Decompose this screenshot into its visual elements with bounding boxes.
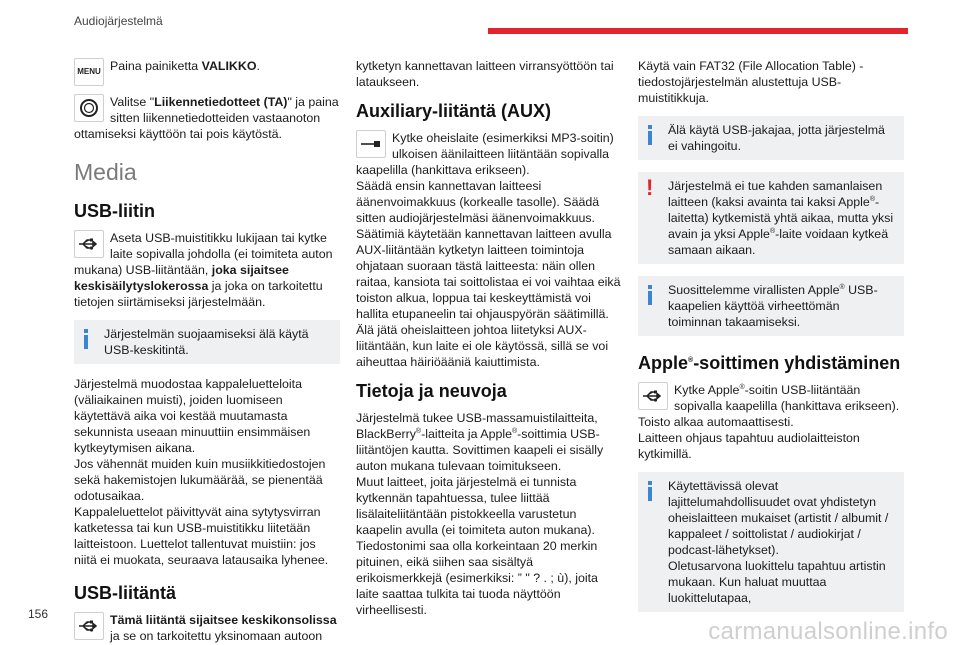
apple-cable-note: Suosittelemme virallisten Apple® USB-kaapelien käyttöä virheettömän toiminnan takaamiseksi.: [638, 276, 904, 336]
usb-icon: [74, 230, 104, 258]
usb-socket-heading: USB-liitäntä: [74, 583, 177, 603]
body-paragraph: Laitteen ohjaus tapahtuu audiolaitteiston kytkimillä.: [638, 431, 860, 461]
body-paragraph: Muut laitteet, joita järjestelmä ei tunnista kytkennän tapahtuessa, tulee liittää lisälaiteliitäntään pistokkeella varustetun kaapelin avulla (ei toimiteta auton mukana).: [356, 475, 595, 537]
body-paragraph: Järjestelmä muodostaa kappaleluetteloita (väliaikainen muisti), joiden luomiseen käytettävä aika voi kestää muutamasta sekunnista useaan minuuttiin ensimmäisen kytkeytymisen aikana.: [74, 377, 311, 455]
usb-icon: [638, 382, 668, 410]
aux-jack-icon: [356, 130, 386, 158]
ta-instruction: Valitse "Liikennetiedotteet (TA)" ja paina sitten liikennetiedotteiden vastaanoton ottamiseksi käyttöön tai pois käytöstä.: [74, 95, 339, 141]
body-paragraph: Älä jätä oheislaitteen johtoa liitetyksi AUX-liitäntään, kun laite ei ole käytössä, sillä se voi aiheuttaa häiriöääniä kaiuttimista.: [356, 323, 609, 369]
info-icon: [648, 481, 652, 501]
body-paragraph: Säätimiä käytetään kannettavan laitteen avulla AUX-liitäntään kytketyn laitteen toimintoja ohjataan suoraan tästä laitteesta: näin ollen raitaa, kansiota tai soittolistaa ei voi vaihtaa eikä toiston alkua, loppua tai keskeyttämistä voi hallita etupaneelin tai ohjauspyörän säätimillä.: [356, 227, 621, 321]
usb-splitter-note: Älä käytä USB-jakajaa, jotta järjestelmä ei vahingoitu.: [638, 116, 904, 160]
body-paragraph: Jos vähennät muiden kuin musiikkitiedostojen sekä hakemistojen lukumäärää, se pienentää odotusaikaa.: [74, 457, 326, 503]
body-paragraph: Toisto alkaa automaattisesti.: [638, 415, 794, 429]
info-icon: [648, 125, 652, 145]
body-paragraph: Käytä vain FAT32 (File Allocation Table) -tiedostojärjestelmän alustettuja USB-muistitikkuja.: [638, 59, 864, 105]
warning-icon: !: [646, 175, 654, 200]
page-number: 156: [28, 607, 49, 621]
info-icon: [648, 285, 652, 305]
usb-instruction: Aseta USB-muistitikku lukijaan tai kytke laite sopivalla johdolla (ei toimiteta auton mukana) USB-liitäntään, joka sijaitsee keskisäilytyslokerossa ja joka on tarkoitettu tietojen siirtämiseksi järjestelmään.: [74, 231, 333, 309]
body-paragraph: Järjestelmä tukee USB-massamuistilaitteita, BlackBerry®-laitteita ja Apple®-soittimia USB-liitäntöjen kautta. Sovittimen kaapeli ei sisälly auton mukana tulevaan toimitukseen.: [356, 411, 604, 473]
radio-dial-icon: [74, 94, 104, 122]
header-accent-bar: [488, 28, 908, 34]
usb-socket-instruction: Tämä liitäntä sijaitsee keskikonsolissa ja se on tarkoitettu yksinomaan autoon: [74, 612, 340, 644]
column-2: [356, 58, 622, 618]
info-advice-heading: Tietoja ja neuvoja: [356, 381, 507, 401]
continued-paragraph: kytketyn kannettavan laitteen virransyöttöön tai lataukseen.: [356, 59, 614, 89]
menu-icon: MENU: [74, 58, 104, 86]
apple-player-heading: Apple®-soittimen yhdistäminen: [638, 353, 901, 373]
aux-instruction: Kytke oheislaite (esimerkiksi MP3-soitin) ulkoisen äänilaitteen liitäntään sopivalla kaapelilla (hankittava erikseen).: [356, 131, 614, 177]
usb-icon: [74, 612, 104, 640]
running-header: Audiojärjestelmä: [74, 14, 163, 28]
apple-instruction: Kytke Apple®-soitin USB-liitäntään sopivalla kaapelilla (hankittava erikseen).: [638, 382, 904, 414]
body-paragraph: Säädä ensin kannettavan laitteesi äänenvoimakkuus (korkealle tasolle). Säädä sitten audiojärjestelmäsi äänenvoimakkuus.: [356, 179, 600, 225]
two-devices-warning: ! Järjestelmä ei tue kahden samanlaisen laitteen (kaksi avainta tai kaksi Apple®-laitetta) kytkemistä yhtä aikaa, mutta yksi avain ja yksi Apple®-laite voidaan kytkeä samaan aikaan.: [638, 172, 904, 264]
usb-hub-note: Järjestelmän suojaamiseksi älä käytä USB-keskitintä.: [74, 320, 340, 364]
menu-instruction: MENU Paina painiketta VALIKKO.: [74, 58, 340, 88]
media-heading: Media: [74, 159, 137, 185]
sorting-note: Käytettävissä olevat lajittelumahdollisuudet ovat yhdistetyn oheislaitteen mukaiset (artistit / albumit / kappaleet / soittolistat / audiokirjat / podcast-lähetykset). Oletusarvona luokittelu tapahtuu artistin mukaan. Kun haluat muuttaa luokittelutapaa,: [638, 472, 904, 612]
watermark: carmanualsonline.info: [708, 618, 948, 645]
body-paragraph: Kappaleluettelot päivittyvät aina sytytysvirran katketessa tai kun USB-muistitikku liitetään laitteistoon. Luettelot tallentuvat muistiin: jos niitä ei muokata, seuraava latausaika lyhenee.: [74, 505, 329, 567]
aux-heading: Auxiliary-liitäntä (AUX): [356, 101, 552, 121]
column-3: [638, 58, 904, 624]
info-icon: [84, 329, 88, 349]
body-paragraph: Tiedostonimi saa olla korkeintaan 20 merkin pituinen, eikä siihen saa sisältyä erikoismerkkejä (esimerkiksi: ” " ? . ; ù), joita laite saattaa tulkita tai tuoda näyttöön virheellisesti.: [356, 539, 598, 617]
usb-port-heading: USB-liitin: [74, 201, 155, 221]
column-1: [74, 58, 340, 644]
